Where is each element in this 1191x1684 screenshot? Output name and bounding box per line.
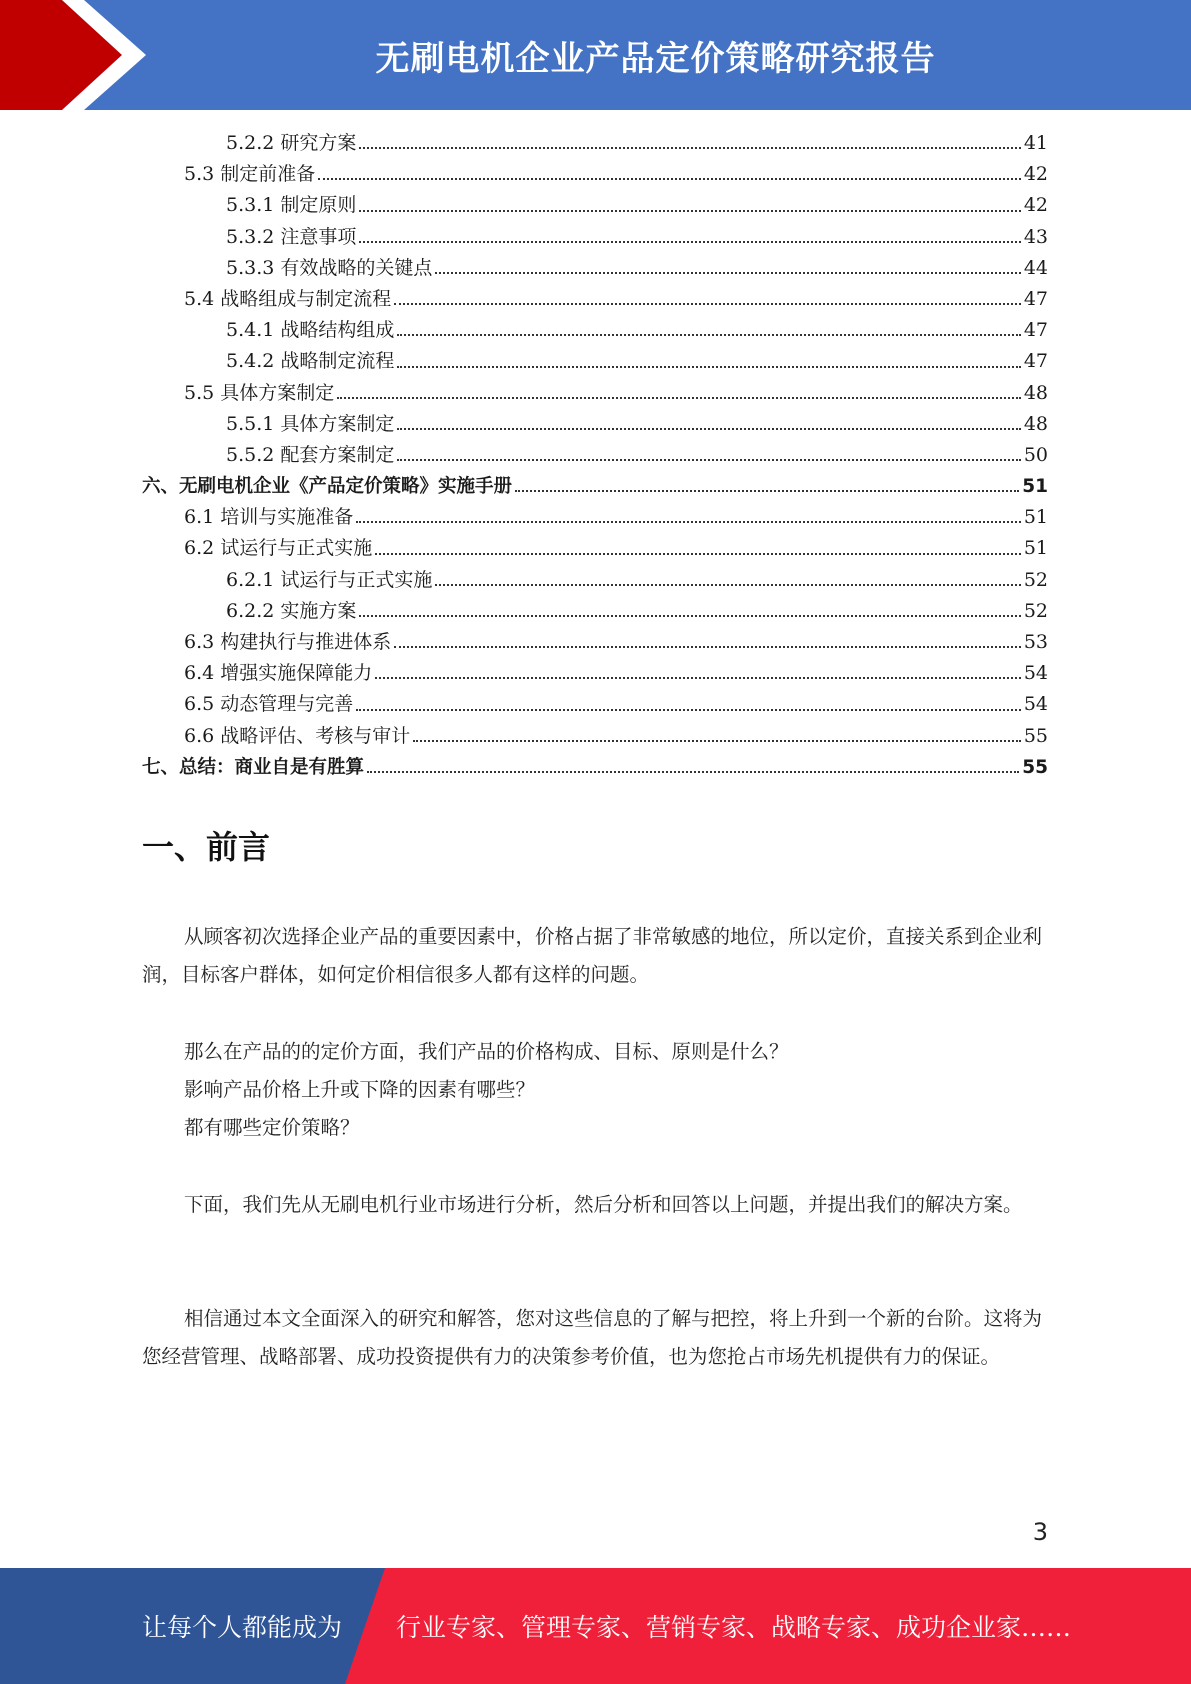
toc-entry-page: 47 <box>1023 319 1048 342</box>
toc-dot-leader <box>397 428 1020 430</box>
toc-entry-label: 6.1 培训与实施准备 <box>184 506 354 529</box>
toc-entry-label: 六、无刷电机企业《产品定价策略》实施手册 <box>142 476 513 498</box>
toc-entry[interactable] <box>142 284 1048 315</box>
toc-entry[interactable] <box>142 533 1048 564</box>
toc-dot-leader <box>435 584 1020 586</box>
toc-entry-page: 53 <box>1023 631 1048 653</box>
toc-entry-page: 41 <box>1023 132 1048 154</box>
toc-entry[interactable] <box>142 253 1048 284</box>
toc-dot-leader <box>413 740 1021 742</box>
toc-entry[interactable] <box>142 502 1048 533</box>
toc-entry-page: 51 <box>1023 506 1048 529</box>
toc-dot-leader <box>337 397 1021 399</box>
toc-dot-leader <box>515 490 1019 492</box>
toc-entry-page: 51 <box>1023 537 1048 560</box>
header-arrow-decoration <box>0 0 160 110</box>
toc-dot-leader <box>397 366 1020 368</box>
toc-entry-page: 42 <box>1023 163 1048 186</box>
toc-dot-leader <box>375 553 1021 555</box>
intro-paragraph-2 <box>142 1186 1048 1224</box>
toc-entry[interactable] <box>142 440 1048 471</box>
question-list <box>142 1033 1048 1147</box>
toc-entry-page: 54 <box>1023 662 1048 685</box>
toc-entry[interactable] <box>142 378 1048 409</box>
toc-entry-page: 52 <box>1023 599 1048 622</box>
toc-dot-leader <box>356 521 1021 523</box>
toc-entry-label: 5.3.1 制定原则 <box>226 194 357 217</box>
intro-paragraph-1 <box>142 918 1048 994</box>
toc-dot-leader <box>435 272 1020 274</box>
footer-slogan-left: 让每个人都能成为 <box>142 1613 343 1642</box>
paragraph-text: 从顾客初次选择企业产品的重要因素中，价格占据了非常敏感的地位，所以定价，直接关系到企业利润，目标客户群体，如何定价相信很多人都有这样的问题。 <box>142 925 1043 986</box>
paragraph-text: 相信通过本文全面深入的研究和解答，您对这些信息的了解与把控，将上升到一个新的台阶。这将为您经营管理、战略部署、成功投资提供有力的决策参考价值，也为您抢占市场先机提供有力的保证。 <box>142 1307 1043 1368</box>
toc-entry-page: 42 <box>1023 194 1048 217</box>
paragraph-text: 下面，我们先从无刷电机行业市场进行分析，然后分析和回答以上问题，并提出我们的解决方案。 <box>184 1193 1023 1216</box>
toc-entry-label: 5.3.2 注意事项 <box>226 225 357 248</box>
toc-entry-page: 51 <box>1022 476 1048 498</box>
toc-dot-leader <box>397 459 1020 461</box>
toc-entry-label: 5.3.3 有效战略的关键点 <box>226 256 433 279</box>
toc-dot-leader <box>318 178 1021 180</box>
toc-entry[interactable] <box>142 627 1048 658</box>
toc-entry[interactable] <box>142 409 1048 440</box>
toc-entry-page: 48 <box>1023 381 1048 404</box>
toc-entry-label: 5.3 制定前准备 <box>184 163 316 186</box>
report-title: 无刷电机企业产品定价策略研究报告 <box>375 38 936 79</box>
question-line: 都有哪些定价策略？ <box>184 1116 360 1139</box>
toc-dot-leader <box>359 241 1020 243</box>
toc-entry-page: 55 <box>1023 724 1048 747</box>
toc-entry-page: 48 <box>1023 412 1048 435</box>
toc-entry-page: 47 <box>1023 287 1048 310</box>
toc-entry-page: 55 <box>1022 756 1048 778</box>
toc-dot-leader <box>356 709 1021 711</box>
toc-entry-page: 50 <box>1023 443 1048 466</box>
toc-dot-leader <box>359 147 1020 149</box>
toc-entry-page: 52 <box>1023 568 1048 591</box>
toc-entry[interactable] <box>142 346 1048 377</box>
toc-entry-label: 5.4.2 战略制定流程 <box>226 350 395 373</box>
question-line: 影响产品价格上升或下降的因素有哪些？ <box>184 1078 536 1101</box>
toc-entry[interactable] <box>142 596 1048 627</box>
page-number: 3 <box>1032 1518 1048 1546</box>
page-footer <box>0 1568 1191 1684</box>
toc-entry[interactable] <box>142 565 1048 596</box>
toc-dot-leader <box>394 646 1021 648</box>
page-header <box>0 0 1191 110</box>
toc-entry-label: 6.6 战略评估、考核与审计 <box>184 724 411 747</box>
toc-entry[interactable] <box>142 159 1048 190</box>
toc-entry-label: 6.5 动态管理与完善 <box>184 693 354 716</box>
intro-paragraph-3 <box>142 1300 1048 1376</box>
toc-dot-leader <box>367 771 1019 773</box>
footer-slogan-right: 行业专家、管理专家、营销专家、战略专家、成功企业家…… <box>396 1613 1072 1642</box>
toc-entry-label: 5.4.1 战略结构组成 <box>226 319 395 342</box>
toc-entry[interactable] <box>142 128 1048 159</box>
toc-entry[interactable] <box>142 689 1048 720</box>
toc-entry[interactable] <box>142 190 1048 221</box>
toc-entry[interactable] <box>142 658 1048 689</box>
toc-entry-page: 44 <box>1023 256 1048 279</box>
toc-dot-leader <box>394 303 1021 305</box>
toc-entry-label: 七、总结：商业自是有胜算 <box>142 756 365 778</box>
toc-entry-label: 5.5.2 配套方案制定 <box>226 443 395 466</box>
toc-dot-leader <box>375 677 1021 679</box>
toc-dot-leader <box>359 615 1020 617</box>
toc-entry-label: 5.4 战略组成与制定流程 <box>184 287 392 310</box>
toc-entry-page: 43 <box>1023 225 1048 248</box>
toc-entry-page: 54 <box>1023 693 1048 716</box>
toc-entry[interactable] <box>142 315 1048 346</box>
question-line: 那么在产品的的定价方面，我们产品的价格构成、目标、原则是什么？ <box>184 1040 789 1063</box>
section-heading: 一、前言 <box>142 828 271 866</box>
toc-entry-label: 6.2.1 试运行与正式实施 <box>226 568 433 591</box>
toc-entry-label: 5.2.2 研究方案 <box>226 132 357 154</box>
table-of-contents <box>142 128 1048 783</box>
toc-entry[interactable] <box>142 721 1048 752</box>
toc-dot-leader <box>359 210 1020 212</box>
toc-entry[interactable] <box>142 752 1048 783</box>
toc-entry-label: 6.4 增强实施保障能力 <box>184 662 373 685</box>
toc-dot-leader <box>397 334 1020 336</box>
toc-entry-page: 47 <box>1023 350 1048 373</box>
toc-entry-label: 6.3 构建执行与推进体系 <box>184 631 392 653</box>
toc-entry-label: 6.2 试运行与正式实施 <box>184 537 373 560</box>
toc-entry[interactable] <box>142 471 1048 502</box>
toc-entry-label: 6.2.2 实施方案 <box>226 599 357 622</box>
toc-entry-label: 5.5 具体方案制定 <box>184 381 335 404</box>
toc-entry[interactable] <box>142 222 1048 253</box>
toc-entry-label: 5.5.1 具体方案制定 <box>226 412 395 435</box>
